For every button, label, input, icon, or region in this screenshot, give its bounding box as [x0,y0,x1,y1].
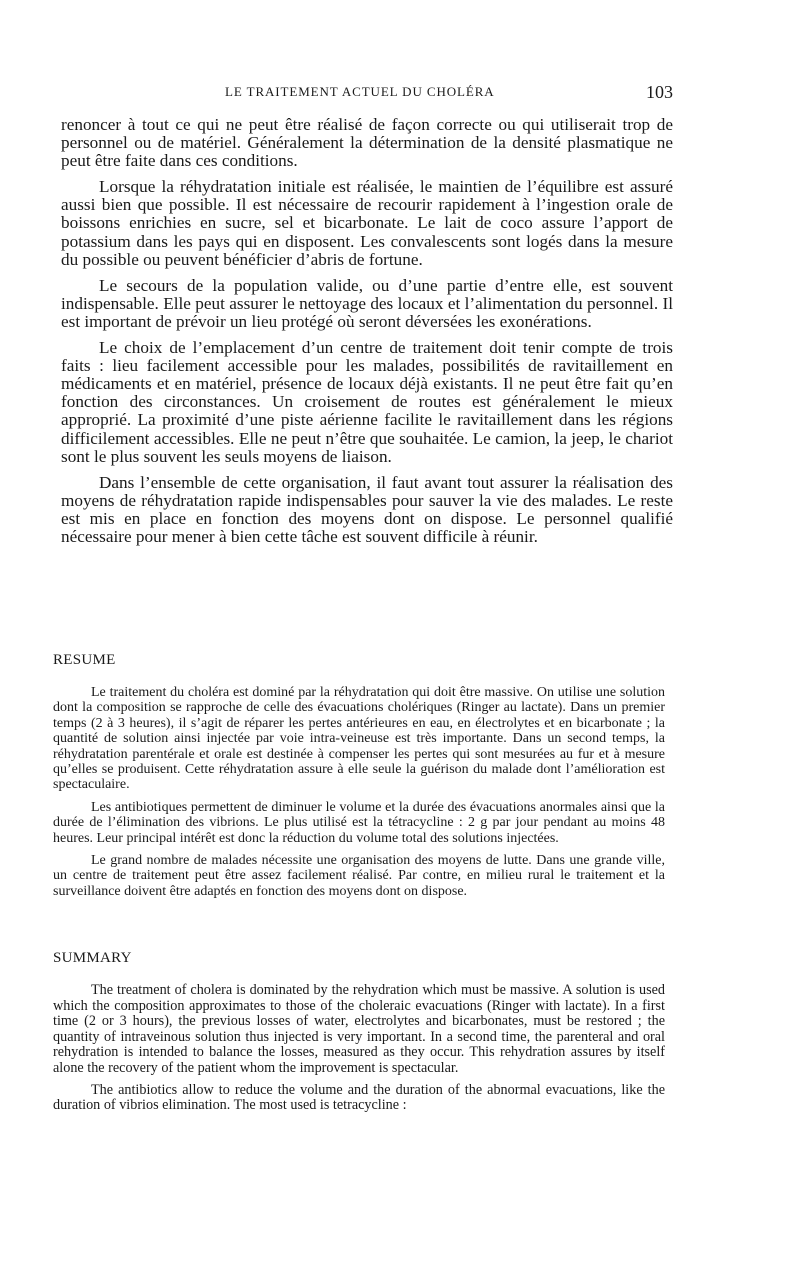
body-paragraph: renoncer à tout ce qui ne peut être réalisé de façon correcte ou qui utiliserait trop de personnel ou de matériel. Généralement la détermination de la densité plasmatique ne peut être faite dans ces conditions. [61,115,673,171]
resume-heading: RESUME [53,652,116,668]
body-paragraph: Dans l’ensemble de cette organisation, il faut avant tout assurer la réalisation des moyens de réhydratation rapide indispensables pour sauver la vie des malades. Le reste est mis en place en fonction des moyens dont on dispose. Le personnel qualifié nécessaire pour mener à bien cette tâche est souvent difficile à réunir. [61,472,673,546]
resume-text [53,685,665,899]
resume-section [53,652,665,906]
running-head [0,84,800,108]
summary-section [53,950,665,1120]
resume-paragraph: Le traitement du choléra est dominé par la réhydratation qui doit être massive. On utilise une solution dont la composition se rapproche de celle des évacuations cholériques (Ringer au lactate). Dans un premier temps (2 à 3 heures), il s’agit de réparer les pertes antérieures en eau, en électrolytes et en bicarbonate ; la quantité de solution ainsi injectée par voie intra-veineuse est très importante. Dans un second temps, la réhydratation parentérale et orale est destinée à compenser les pertes qui sont mesurées au fur et à mesure qu’elles se produisent. Cette réhydratation assure à elle seule la guérison du malade dont l’amélioration est spectaculaire. [53,685,665,793]
page-number: 103 [646,82,673,102]
body-text [61,116,673,554]
summary-paragraph: The antibiotics allow to reduce the volume and the duration of the abnormal evacuations, like the duration of vibrios elimination. The most used is tetracycline : [53,1081,665,1114]
summary-text [53,983,665,1114]
summary-paragraph: The treatment of cholera is dominated by the rehydration which must be massive. A solution is used which the composition approximates to those of the choleraic evacuations (Ringer with lactate). In a first time (2 or 3 hours), the previous losses of water, electrolytes and bicarbonates, must be restored ; the quantity of intraveinous solution thus injected is very important. In a second time, the parenteral and oral rehydration is intended to balance the losses, measured as they occur. This rehydration assures by itself alone the recovery of the patient whom the improvement is spectacular. [53,982,665,1076]
resume-paragraph: Les antibiotiques permettent de diminuer le volume et la durée des évacuations anormales ainsi que la durée de l’élimination des vibrions. Le plus utilisé est la tétracycline : 2 g par jour pendant au moins 48 heures. Leur principal intérêt est donc la réduction du volume total des solutions injectées. [53,799,665,846]
summary-heading: SUMMARY [53,950,132,966]
body-paragraph: Le choix de l’emplacement d’un centre de traitement doit tenir compte de trois faits : lieu facilement accessible pour les malades, possibilités de ravitaillement en médicaments et en matériel, présence de locaux déjà existants. Il ne peut être fait qu’en fonction des circonstances. Un croisement de routes est généralement le mieux approprié. La proximité d’une piste aérienne facilite le ravitaillement dans les régions difficilement accessibles. Elle ne peut n’être que souhaitée. Le camion, la jeep, le chariot sont le plus souvent les seuls moyens de liaison. [61,338,673,466]
resume-paragraph: Le grand nombre de malades nécessite une organisation des moyens de lutte. Dans une grande ville, un centre de traitement peut être assez facilement réalisé. Par contre, en milieu rural le traitement et la surveillance doivent être adaptés en fonction des moyens dont on dispose. [53,853,665,899]
body-paragraph: Le secours de la population valide, ou d’une partie d’entre elle, est souvent indispensable. Elle peut assurer le nettoyage des locaux et l’alimentation du personnel. Il est important de prévoir un lieu protégé où seront déversées les exonérations. [61,275,673,331]
body-paragraph: Lorsque la réhydratation initiale est réalisée, le maintien de l’équilibre est assuré aussi bien que possible. Il est nécessaire de recourir rapidement à l’ingestion orale de boissons enrichies en sucre, sel et bicarbonate. Le lait de coco assure l’apport de potassium dans les pays qui en disposent. Les convalescents sont logés dans la mesure du possible ou peuvent bénéficier d’abris de fortune. [61,177,673,269]
running-title: LE TRAITEMENT ACTUEL DU CHOLÉRA [225,84,495,99]
